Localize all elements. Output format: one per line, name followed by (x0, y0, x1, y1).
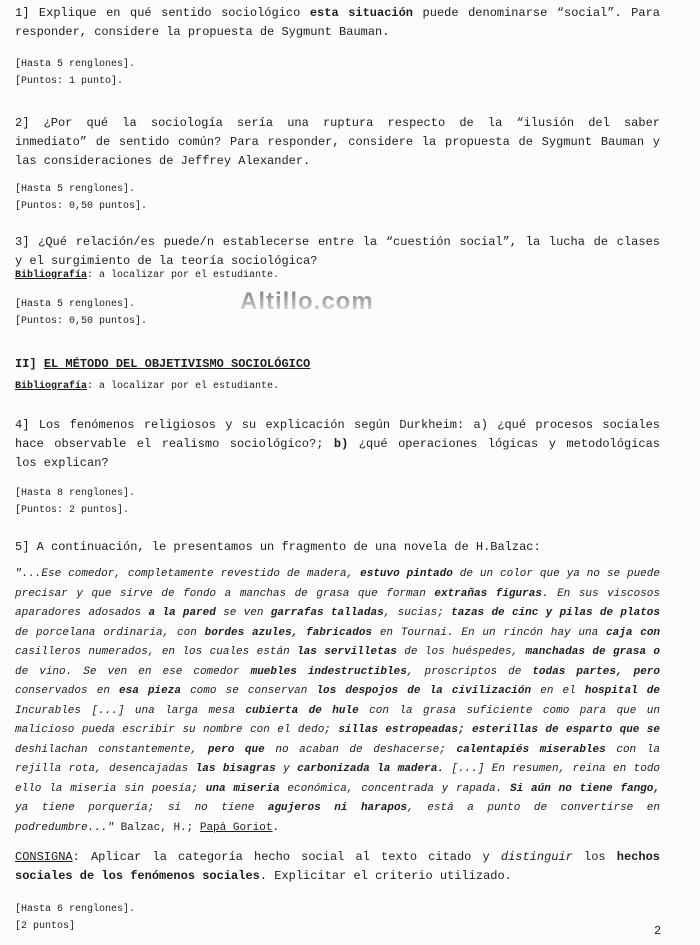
balzac-quote (15, 565, 660, 838)
text-segment: de vino. Se ven en ese comedor (15, 665, 251, 678)
text-segment: de un color que ya no se puede (452, 568, 660, 580)
text-segment: manchadas de grasa o (525, 646, 660, 658)
text-segment: hechos (616, 850, 660, 864)
text-line (15, 538, 660, 557)
text-segment: Si aún no tiene fango, (510, 782, 660, 795)
text-segment: se ven (215, 607, 271, 619)
text-segment: 1] Explique en qué sentido sociológico (15, 6, 310, 20)
text-segment: "...Ese comedor, completamente revestido de madera, (15, 568, 361, 580)
text-segment: rejilla rota, desencajadas (15, 763, 196, 775)
page-number: 2 (654, 924, 662, 938)
answer-note-3 (15, 296, 660, 330)
text-segment: los explican? (15, 456, 109, 470)
text-line (15, 702, 660, 722)
text-segment: hace observable el realismo sociológico?; (15, 437, 334, 451)
text-line (15, 181, 660, 198)
text-segment: en Tournai. En un rincón hay una (372, 626, 607, 639)
answer-note-1 (15, 56, 660, 90)
text-line (15, 133, 660, 152)
text-segment: 5] A continuación, le presentamos un fragmento de una novela de H.Balzac: (15, 540, 541, 554)
text-line (15, 502, 660, 519)
answer-note-4 (15, 485, 660, 519)
text-segment: una miseria (205, 782, 280, 795)
text-line (15, 565, 660, 585)
text-segment: Bibliografía (15, 270, 88, 281)
text-segment: y (275, 763, 298, 775)
text-line (15, 454, 660, 473)
text-line (15, 604, 660, 624)
text-line (15, 4, 660, 23)
text-line (15, 901, 660, 918)
text-segment: Bibliografía (15, 381, 88, 392)
text-line (15, 435, 660, 454)
text-segment: puede denominarse “social”. Para (413, 6, 660, 20)
text-segment: [Puntos: 0,50 puntos]. (15, 201, 148, 212)
text-line (15, 73, 660, 90)
text-line (15, 23, 660, 42)
text-line (15, 867, 660, 886)
text-segment: cubierta de hule (245, 704, 359, 717)
text-line (15, 585, 660, 605)
text-line (15, 152, 660, 171)
text-line (15, 355, 660, 374)
text-segment: : a localizar por el estudiante. (87, 270, 280, 281)
text-segment: [Hasta 5 renglones]. (15, 299, 136, 310)
text-segment: ya tiene porquería; si no tiene (15, 802, 268, 814)
text-segment: las consideraciones de Jeffrey Alexander. (15, 154, 311, 168)
text-segment: carbonizada la madera. (297, 763, 444, 775)
text-segment: bordes azules, fabricados (204, 626, 373, 639)
text-segment: . Explicitar el criterio utilizado. (259, 869, 512, 883)
question-3 (15, 233, 660, 271)
text-segment: [Hasta 6 renglones]. (15, 904, 136, 915)
text-segment: : a localizar por el estudiante. (87, 381, 280, 392)
answer-note-5 (15, 901, 660, 935)
text-line (15, 624, 660, 644)
text-segment: tazas de cinc y pilas de platos (451, 607, 660, 619)
text-segment: los (572, 850, 617, 864)
text-segment: [...] En resumen, reina en todo (443, 763, 661, 775)
text-segment: hospital de (584, 685, 660, 697)
text-segment: b) (333, 437, 349, 451)
text-line (15, 56, 660, 73)
text-line (15, 819, 660, 839)
text-segment: caja con (606, 626, 661, 639)
text-line (15, 233, 660, 252)
text-segment: sillas estropeadas; esterillas de esparto que se (338, 724, 660, 736)
text-segment: con la (605, 743, 660, 756)
text-segment: esta situación (309, 6, 414, 20)
text-segment: las servilletas (297, 646, 397, 658)
text-segment: los despojos de la civilización (316, 685, 532, 697)
text-segment: calentapiés miserables (456, 743, 606, 756)
text-segment: sociales de los fenómenos sociales (15, 869, 260, 883)
text-segment: ¿qué operaciones lógicas y metodológicas (348, 437, 661, 451)
text-segment: inmediato” de sentido común? Para responder, considere la propuesta de Sygmunt Bauman y (15, 135, 660, 149)
text-segment: podredumbre..." (15, 821, 115, 834)
bibliography-note-3 (15, 267, 660, 284)
text-segment: las bisagras (195, 763, 276, 775)
text-segment: Incurables [...] una larga mesa (15, 704, 246, 717)
text-line (15, 267, 660, 284)
text-segment: pero que (207, 743, 265, 756)
text-segment: estuvo pintado (360, 568, 453, 580)
text-segment: casilleros numerados, en los cuales están (15, 646, 298, 658)
text-line (15, 780, 660, 800)
text-line (15, 378, 660, 395)
text-line (15, 682, 660, 702)
text-segment: garrafas talladas (270, 607, 384, 619)
text-line (15, 760, 660, 780)
text-line (15, 416, 660, 435)
text-segment: aparadores adosados (15, 607, 149, 619)
text-segment: en el (531, 685, 585, 697)
text-segment: responder, considere la propuesta de Sygmunt Bauman. (15, 25, 390, 39)
text-segment: agujeros ni harapos (267, 802, 408, 814)
question-2 (15, 114, 660, 171)
text-segment: extrañas figuras (434, 587, 542, 600)
text-segment: [Puntos: 1 punto]. (15, 76, 124, 87)
text-segment: no acaban de deshacerse; (264, 743, 457, 756)
text-segment: [Hasta 8 renglones]. (15, 488, 136, 499)
text-segment: económica, concentrada y rapada. (279, 782, 510, 795)
text-segment: [Hasta 5 renglones]. (15, 184, 136, 195)
text-segment: y el surgimiento de la teoría sociológica? (15, 254, 318, 268)
text-line (15, 799, 660, 819)
text-segment: ello la miseria sin poesía; (15, 782, 206, 795)
text-segment: [2 puntos] (15, 921, 76, 932)
text-segment: EL MÉTODO DEL OBJETIVISMO SOCIOLÓGICO (43, 357, 311, 371)
text-segment: conservados en (15, 685, 120, 697)
consigna (15, 848, 660, 886)
text-segment: . (272, 821, 280, 834)
text-line (15, 741, 660, 761)
question-5-intro (15, 538, 660, 557)
text-line (15, 485, 660, 502)
text-segment: 3] ¿Qué relación/es puede/n establecerse entre la “cuestión social”, la lucha de clases (15, 235, 660, 249)
text-line (15, 721, 660, 741)
text-segment: muebles indestructibles (250, 665, 407, 678)
text-segment: con la grasa suficiente como para que un (358, 704, 661, 717)
text-line (15, 918, 660, 935)
text-segment: II] (15, 357, 44, 371)
text-segment: . En sus viscosos (541, 587, 660, 600)
text-segment: esa pieza (119, 685, 181, 697)
text-line (15, 848, 660, 867)
text-segment: deshilachan constantemente, (15, 743, 208, 756)
text-line (15, 663, 660, 683)
text-segment: [Puntos: 0,50 puntos]. (15, 316, 148, 327)
section-heading-2 (15, 355, 660, 374)
text-segment: precisar y que sirve de fondo a manchas de grasa que forman (15, 587, 435, 600)
text-segment: [Puntos: 2 puntos]. (15, 505, 130, 516)
text-segment: , sucias; (383, 607, 452, 619)
question-4 (15, 416, 660, 473)
bibliography-note-heading (15, 378, 660, 395)
text-segment: 4] Los fenómenos religiosos y su explicación según Durkheim: a) ¿qué procesos sociales (15, 418, 660, 432)
text-segment: , está a punto de convertirse en (407, 802, 661, 814)
text-segment: 2] ¿Por qué la sociología sería una ruptura respecto de la “ilusión del saber (15, 116, 660, 130)
text-segment: todas partes, pero (532, 665, 660, 678)
question-1 (15, 4, 660, 42)
text-line (15, 296, 660, 313)
text-segment: malicioso pueda escribir su nombre con el dedo; (15, 724, 339, 736)
text-segment: [Hasta 5 renglones]. (15, 59, 136, 70)
text-segment: de porcelana ordinaria, con (15, 626, 205, 639)
text-segment: , proscriptos de (406, 665, 533, 678)
text-segment: de los huéspedes, (396, 646, 526, 658)
text-line (15, 313, 660, 330)
text-segment: Papá Goriot (199, 821, 273, 834)
altillo-watermark: Altillo.com (240, 288, 374, 315)
text-segment: distinguir (500, 850, 573, 864)
text-segment: como se conservan (180, 685, 317, 697)
text-segment: CONSIGNA (15, 850, 73, 864)
text-line (15, 114, 660, 133)
text-line (15, 643, 660, 663)
text-segment: Balzac, H.; (114, 821, 200, 834)
text-line (15, 198, 660, 215)
answer-note-2 (15, 181, 660, 215)
text-segment: a la pared (148, 607, 216, 619)
text-segment: : Aplicar la categoría hecho social al texto citado y (72, 850, 501, 864)
